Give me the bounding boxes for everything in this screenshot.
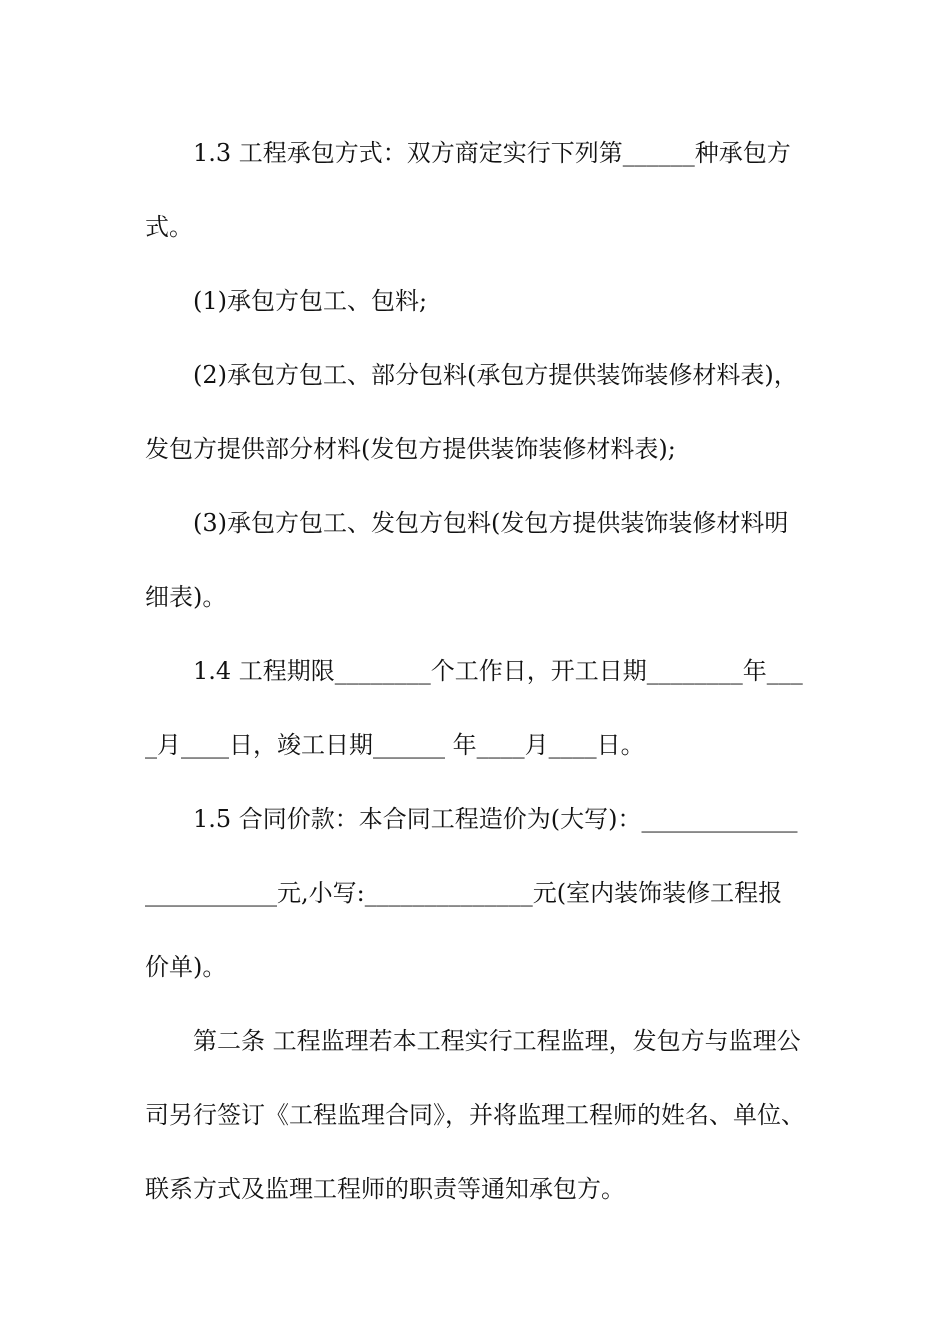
- clause-1-4-line-1: 1.4 工程期限________个工作日，开工日期________年___: [193, 657, 803, 685]
- option-3-line-2: 细表)。: [145, 583, 227, 611]
- option-2-line-1: (2)承包方包工、部分包料(承包方提供装饰装修材料表)，: [193, 361, 798, 389]
- clause-1-4-line-2: _月____日，竣工日期______ 年____月____日。: [145, 731, 645, 759]
- clause-1-5-line-2: ___________元,小写:______________元(室内装饰装修工程报: [145, 879, 783, 907]
- option-3-line-1: (3)承包方包工、发包方包料(发包方提供装饰装修材料明: [193, 509, 789, 537]
- article-2-line-3: 联系方式及监理工程师的职责等通知承包方。: [145, 1175, 625, 1203]
- article-2-line-2: 司另行签订《工程监理合同》，并将监理工程师的姓名、单位、: [145, 1101, 805, 1129]
- clause-1-3-line-1: 1.3 工程承包方式：双方商定实行下列第______种承包方: [193, 139, 791, 167]
- clause-1-5-line-3: 价单)。: [145, 953, 227, 981]
- option-2-line-2: 发包方提供部分材料(发包方提供装饰装修材料表);: [145, 435, 676, 463]
- clause-1-3-line-2: 式。: [145, 213, 193, 241]
- article-2-line-1: 第二条 工程监理若本工程实行工程监理，发包方与监理公: [193, 1027, 801, 1055]
- clause-1-5-line-1: 1.5 合同价款：本合同工程造价为(大写)：_____________: [193, 805, 798, 833]
- option-1-line: (1)承包方包工、包料;: [193, 287, 428, 315]
